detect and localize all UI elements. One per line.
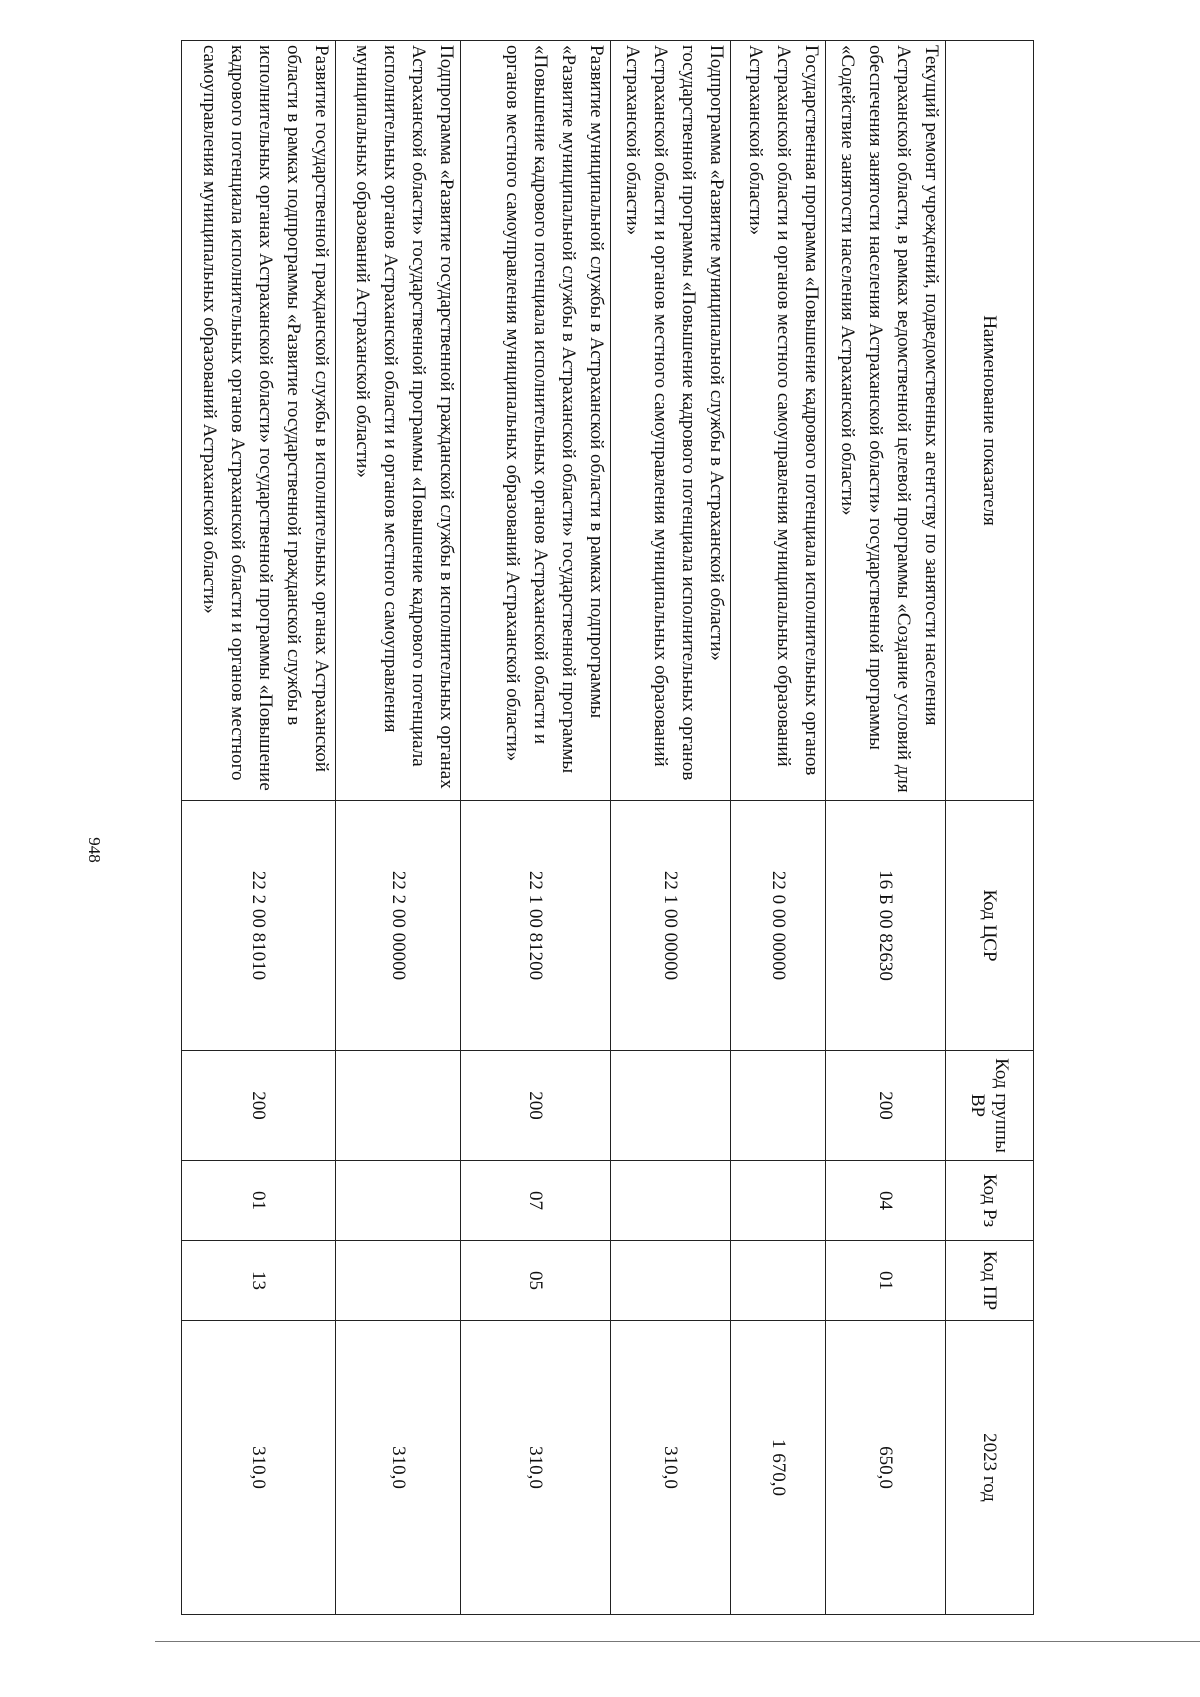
row-rz: 01: [182, 1161, 336, 1241]
row-pr: [336, 1241, 461, 1321]
row-pr: 13: [182, 1241, 336, 1321]
row-csr: 22 2 00 00000: [336, 801, 461, 1051]
row-year-2023: 650,0: [826, 1321, 946, 1615]
row-name: Подпрограмма «Развитие государственной гражданской службы в исполнительных органах Астраханской области» государственной программы «Повышение кадрового потенциала исполнительных органов Астраханской области и органов местного самоуправления муниципальных образований Астраханской области»: [336, 41, 461, 801]
row-year-2023: 1 670,0: [731, 1321, 826, 1615]
row-name: Развитие муниципальной службы в Астраханской области в рамках подпрограммы «Развитие муниципальной службы в Астраханской области» государственной программы «Повышение кадрового потенциала исполнительных органов Астраханской области и органов местного самоуправления муниципальных образований Астраханской области»: [461, 41, 611, 801]
row-csr: 22 0 00 00000: [731, 801, 826, 1051]
row-pr: 01: [826, 1241, 946, 1321]
row-csr: 22 1 00 00000: [611, 801, 731, 1051]
row-vr: 200: [461, 1051, 611, 1161]
table-row: [461, 41, 611, 1615]
table-header-row: [946, 41, 1034, 1615]
header-csr: Код ЦСР: [946, 801, 1034, 1051]
row-name: Развитие государственной гражданской службы в исполнительных органах Астраханской области в рамках подпрограммы «Развитие государственной гражданской службы в исполнительных органах Астраханской области» государственной программы «Повышение кадрового потенциала исполнительных органов Астраханской области и органов местного самоуправления муниципальных образований Астраханской области»: [182, 41, 336, 801]
header-year-2023: 2023 год: [946, 1321, 1034, 1615]
header-pr: Код ПР: [946, 1241, 1034, 1321]
row-name: Государственная программа «Повышение кадрового потенциала исполнительных органов Астраханской области и органов местного самоуправления муниципальных образований Астраханской области»: [731, 41, 826, 801]
table-row: [826, 41, 946, 1615]
row-year-2023: 310,0: [611, 1321, 731, 1615]
row-csr: 22 1 00 81200: [461, 801, 611, 1051]
row-csr: 16 Б 00 82630: [826, 801, 946, 1051]
row-rz: 04: [826, 1161, 946, 1241]
row-vr: [731, 1051, 826, 1161]
table-row: [182, 41, 336, 1615]
header-vr: Код группы ВР: [946, 1051, 1034, 1161]
table-row: [336, 41, 461, 1615]
row-pr: [611, 1241, 731, 1321]
row-rz: 07: [461, 1161, 611, 1241]
budget-table-rotated: [182, 40, 1034, 1614]
row-year-2023: 310,0: [182, 1321, 336, 1615]
row-pr: [731, 1241, 826, 1321]
table-row: [611, 41, 731, 1615]
scan-edge-line: [155, 1641, 1200, 1642]
row-rz: [731, 1161, 826, 1241]
row-pr: 05: [461, 1241, 611, 1321]
row-year-2023: 310,0: [461, 1321, 611, 1615]
row-vr: 200: [826, 1051, 946, 1161]
header-rz: Код Рз: [946, 1161, 1034, 1241]
row-rz: [336, 1161, 461, 1241]
row-rz: [611, 1161, 731, 1241]
row-vr: [336, 1051, 461, 1161]
table-row: [731, 41, 826, 1615]
budget-table: [181, 40, 1034, 1615]
row-vr: 200: [182, 1051, 336, 1161]
row-csr: 22 2 00 81010: [182, 801, 336, 1051]
row-year-2023: 310,0: [336, 1321, 461, 1615]
header-name: Наименование показателя: [946, 41, 1034, 801]
page-number: 948: [85, 837, 104, 863]
row-name: Текущий ремонт учреждений, подведомственных агентству по занятости населения Астраханской области, в рамках ведомственной целевой программы «Создание условий для обеспечения занятости населения Астраханской области» государственной программы «Содействие занятости населения Астраханской области»: [826, 41, 946, 801]
row-vr: [611, 1051, 731, 1161]
row-name: Подпрограмма «Развитие муниципальной службы в Астраханской области» государственной программы «Повышение кадрового потенциала исполнительных органов Астраханской области и органов местного самоуправления муниципальных образований Астраханской области»: [611, 41, 731, 801]
